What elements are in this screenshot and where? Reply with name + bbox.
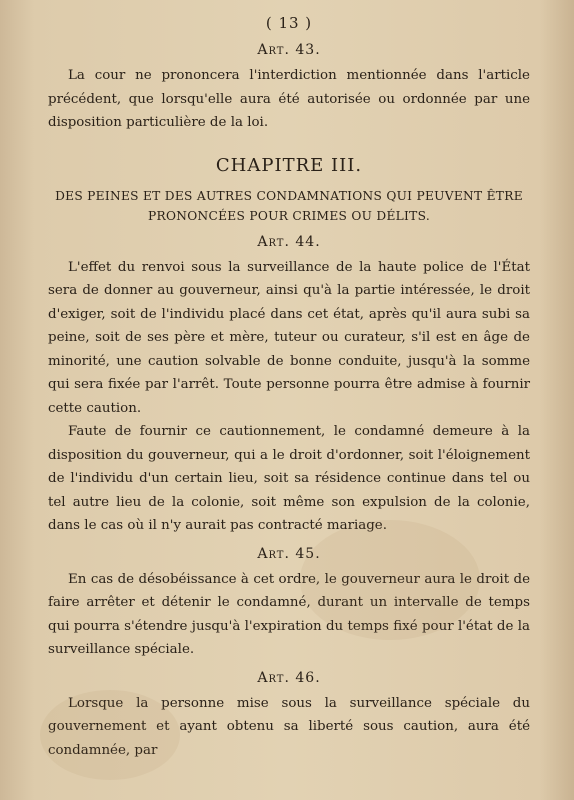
chapter-subtitle: DES PEINES ET DES AUTRES CONDAMNATIONS QUI PEUVENT ÊTRE PRONONCÉES POUR CRIMES OU DÉLITS. bbox=[55, 188, 523, 223]
chapter-title: CHAPITRE III. bbox=[215, 154, 363, 176]
article-heading-43: Art. 43. bbox=[257, 42, 321, 58]
article-heading-45: Art. 45. bbox=[257, 545, 321, 562]
article-text-45: En cas de désobéissance à cet ordre, le gouverneur aura le droit de faire arrêter et détenir le condamné, durant un intervalle de temps qui pourra s'étendre jusqu'à l'expiration du temps fixé pour l'état de la surveillance spéciale. bbox=[48, 571, 530, 657]
article-text-44-paragraph-2: Faute de fournir ce cautionnement, le condamné demeure à la disposition du gouverneur, qui a le droit d'ordonner, soit l'éloignement de l'individu d'un certain lieu, soit sa résidence continue dans tel ou tel autre lieu de la colonie, soit même son expulsion de la colonie, dans le cas où il n'y aurait pas contracté mariage. bbox=[48, 424, 530, 533]
article-text-43: La cour ne prononcera l'interdiction mentionnée dans l'article précédent, que lorsqu'elle aura été autorisée ou ordonnée par une disposition particulière de la loi. bbox=[48, 68, 530, 130]
page-number: ( 13 ) bbox=[265, 14, 313, 32]
article-heading-46: Art. 46. bbox=[257, 669, 321, 686]
article-text-44-paragraph-1: L'effet du renvoi sous la surveillance de la haute police de l'État sera de donner au gouverneur, ainsi qu'à la partie intéressée, le droit d'exiger, soit de l'individu placé dans cet état, après qu'il aura subi sa peine, soit de ses père et mère, tuteur ou curateur, s'il est en âge de minorité, une caution solvable de bonne conduite, jusqu'à la somme qui sera fixée par l'arrêt. Toute personne pourra être admise à fournir cette caution. bbox=[48, 259, 530, 416]
article-heading-44: Art. 44. bbox=[257, 233, 321, 250]
article-text-46: Lorsque la personne mise sous la surveillance spéciale du gouvernement et ayant obtenu sa liberté sous caution, aura été condamnée, par bbox=[48, 695, 530, 758]
